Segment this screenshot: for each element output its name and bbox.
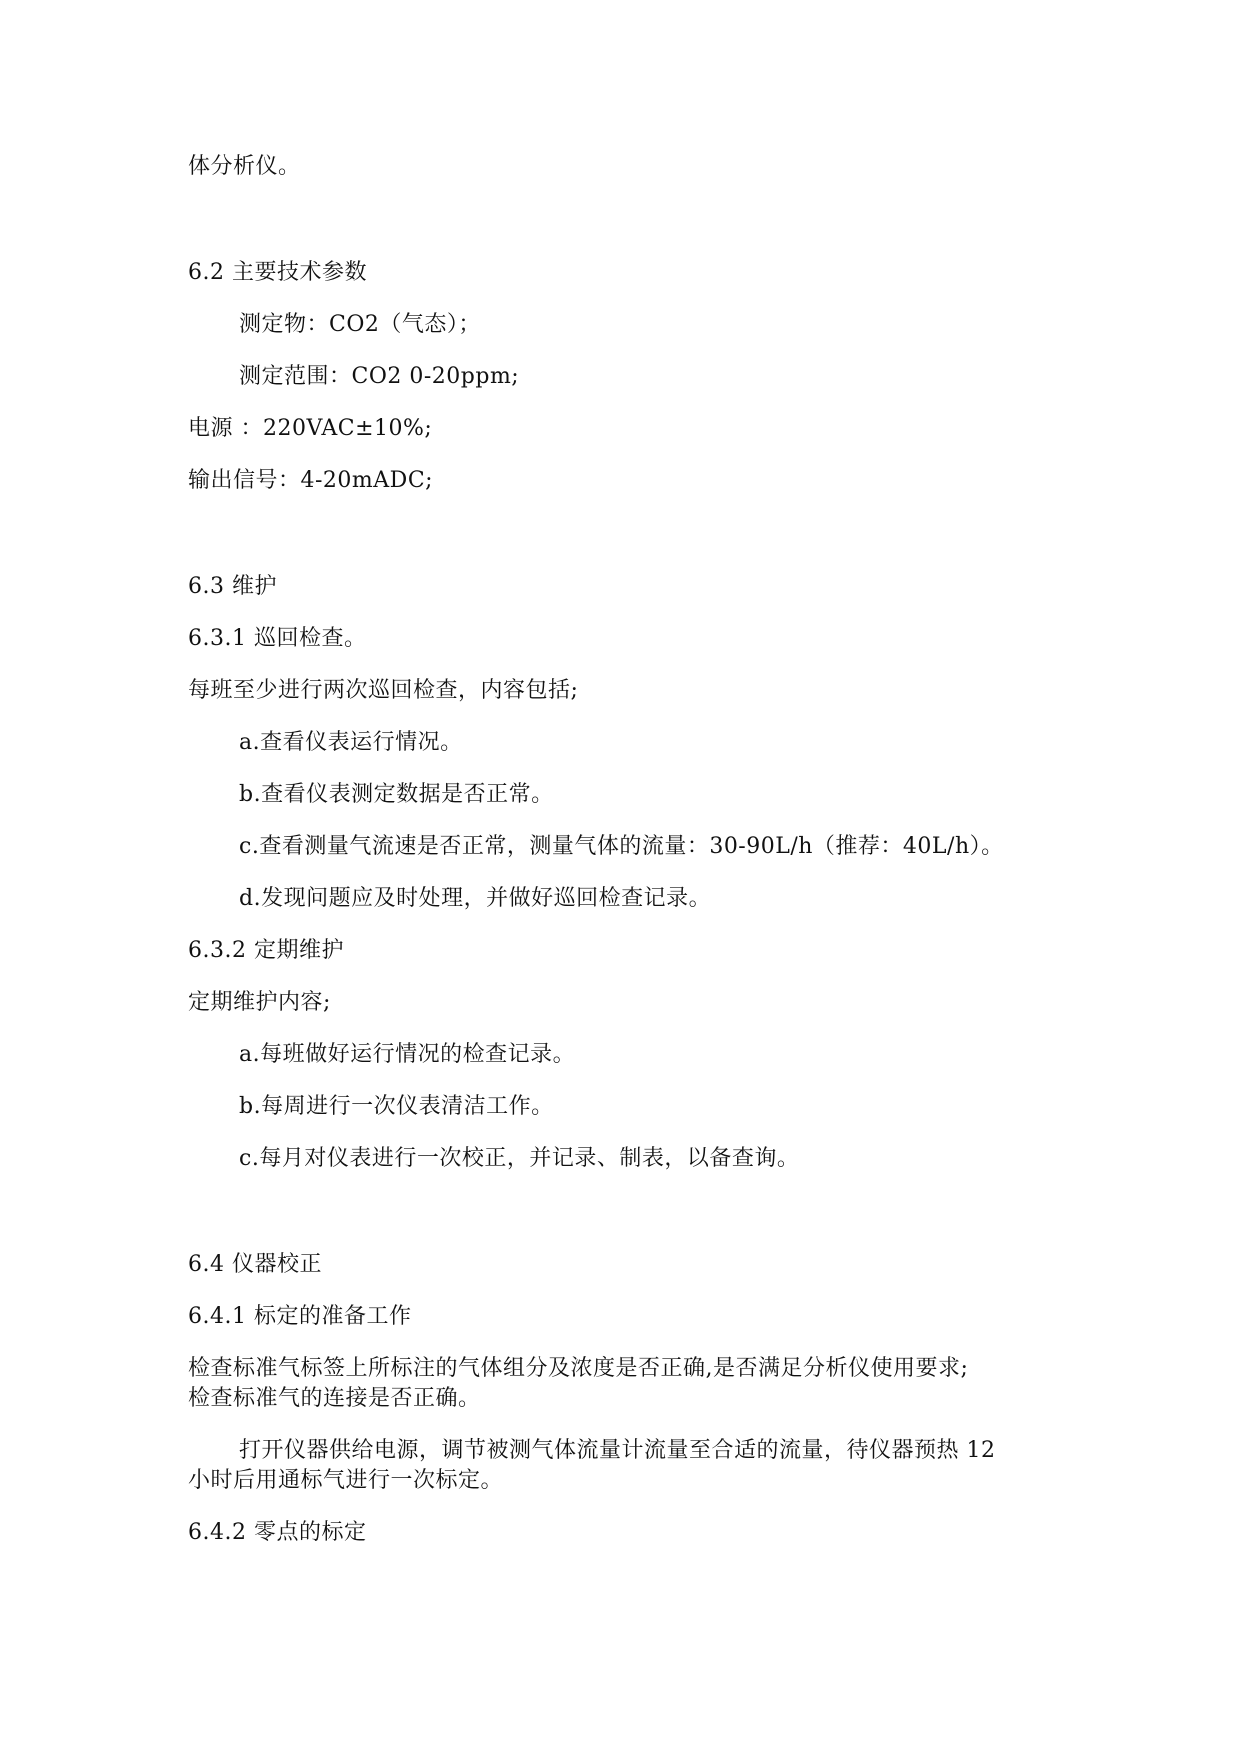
section-heading-6-4: 6.4 仪器校正 [188,1252,322,1277]
subsection-heading-6-3-2: 6.3.2 定期维护 [188,938,344,963]
list-item: c.查看测量气流速是否正常，测量气体的流量：30-90L/h（推荐：40L/h）。 [239,834,1004,859]
list-item: b.每周进行一次仪表清洁工作。 [239,1094,554,1119]
subsection-heading-6-4-2: 6.4.2 零点的标定 [188,1520,367,1545]
subsection-heading-6-4-1: 6.4.1 标定的准备工作 [188,1304,412,1329]
list-item: a.每班做好运行情况的检查记录。 [239,1042,576,1067]
text-line: 打开仪器供给电源，调节被测气体流量计流量至合适的流量，待仪器预热 12 [239,1438,996,1463]
text-line: 测定范围：CO2 0-20ppm; [239,364,520,389]
text-line: 每班至少进行两次巡回检查，内容包括; [188,678,579,703]
text-line: 小时后用通标气进行一次标定。 [188,1468,504,1493]
list-item: b.查看仪表测定数据是否正常。 [239,782,554,807]
text-line: 检查标准气标签上所标注的气体组分及浓度是否正确,是否满足分析仪使用要求; [188,1356,969,1381]
text-line: 定期维护内容; [188,990,331,1015]
list-item: c.每月对仪表进行一次校正，并记录、制表，以备查询。 [239,1146,800,1171]
text-line: 检查标准气的连接是否正确。 [188,1386,481,1411]
section-heading-6-2: 6.2 主要技术参数 [188,260,367,285]
text-line: 测定物：CO2（气态）； [239,312,481,337]
text-line: 输出信号：4-20mADC; [188,468,434,493]
subsection-heading-6-3-1: 6.3.1 巡回检查。 [188,626,367,651]
list-item: d.发现问题应及时处理，并做好巡回检查记录。 [239,886,712,911]
list-item: a.查看仪表运行情况。 [239,730,463,755]
text-line: 电源 ：220VAC±10%; [188,416,433,441]
section-heading-6-3: 6.3 维护 [188,574,277,599]
text-line: 体分析仪。 [188,154,301,179]
